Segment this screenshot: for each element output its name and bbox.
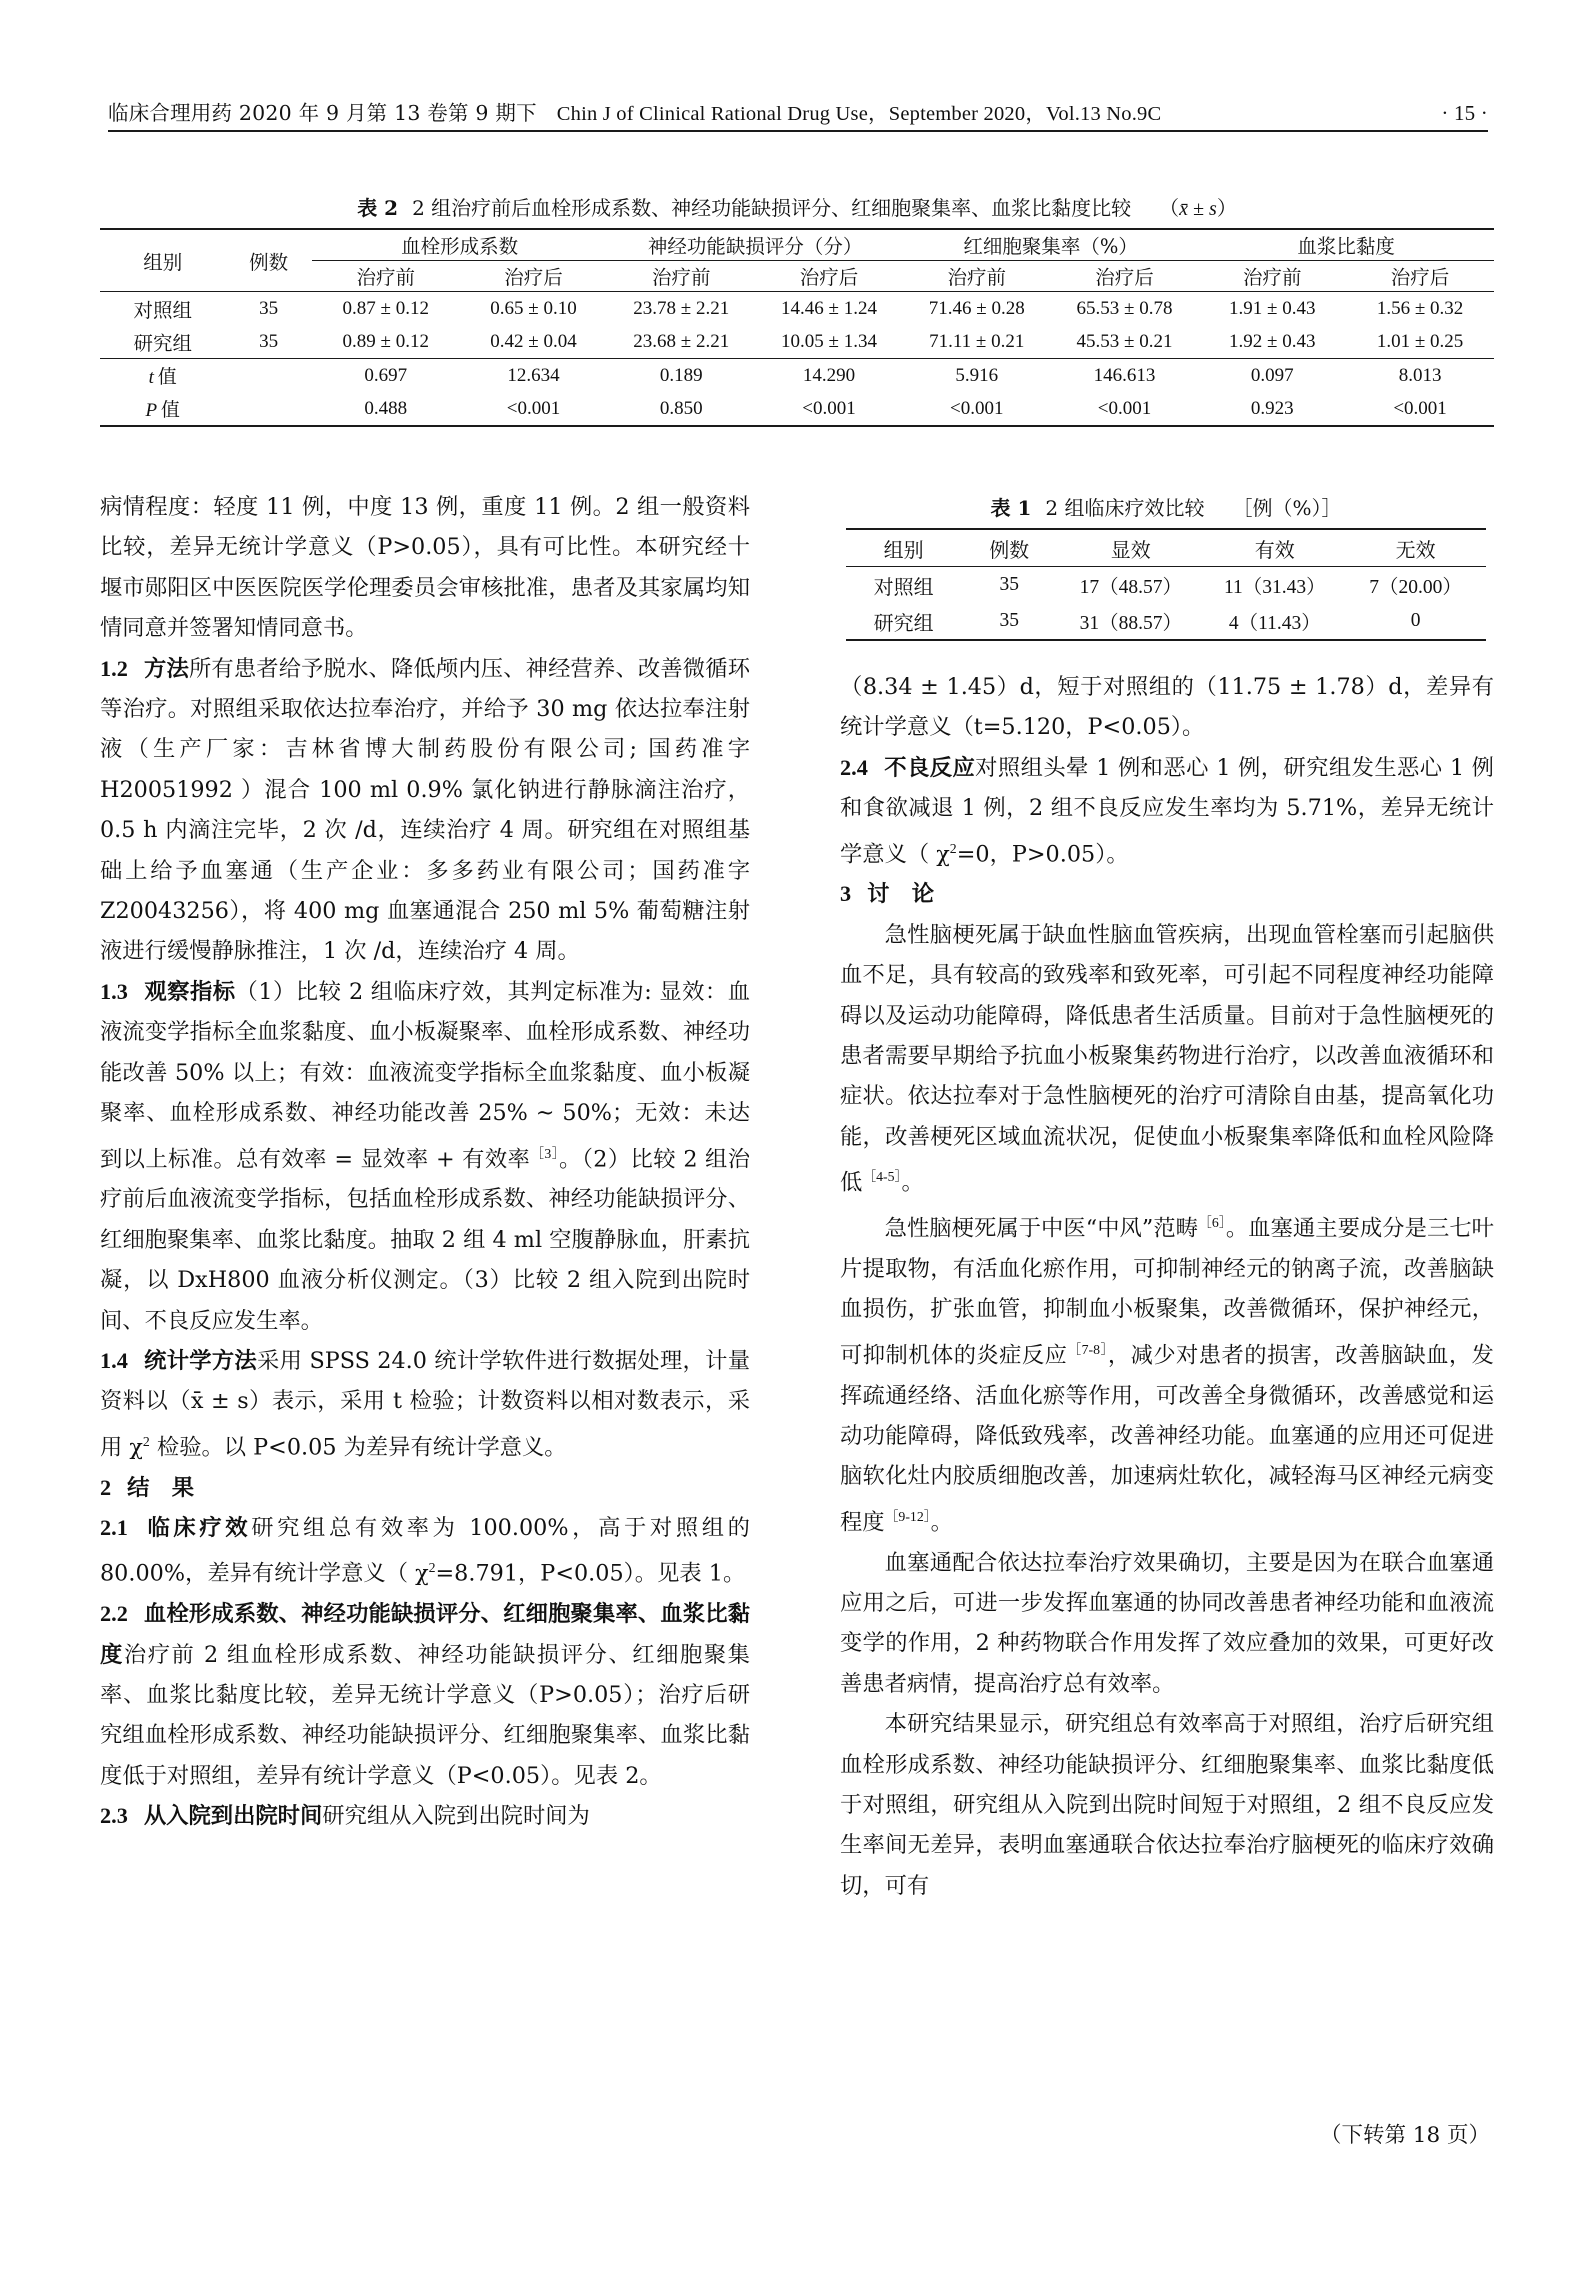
table2-sub-2-after: 治疗后 <box>799 266 859 289</box>
section-1-4 <box>100 1341 750 1468</box>
table2-row1-v5: 65.53 ± 0.78 <box>1076 297 1173 319</box>
section-1-4-number: 1.4 <box>100 1347 128 1373</box>
table1-caption-label: 表 1 <box>990 496 1032 520</box>
chi-square-exponent: 2 <box>949 840 957 856</box>
section-1-2-title: 方法 <box>143 655 189 682</box>
table2-row2-v6: 1.92 ± 0.43 <box>1229 330 1316 352</box>
section-1-3-body2: 。（2）比较 2 组治疗前后血液流变学指标，包括血栓形成系数、神经功能缺损评分、红细胞聚集率、血浆比黏度。抽取 2 组 4 ml 空腹静脉血，肝素抗凝，以 DxH800 血液分析仪测定。（3）比较 2 组入院到出院时间、不良反应发生率。 <box>100 1145 751 1334</box>
table2-sub-4-after: 治疗后 <box>1390 266 1450 289</box>
header-divider <box>108 130 1488 132</box>
table-row <box>846 603 1486 640</box>
table1-header-row <box>846 529 1486 567</box>
section-2-2 <box>100 1594 750 1796</box>
table2-group-3: 红细胞聚集率（%） <box>903 229 1199 261</box>
table2-group-1: 血栓形成系数 <box>312 229 608 261</box>
table2-col-n: 例数 <box>249 250 289 274</box>
table2-sub-1-before: 治疗前 <box>356 266 415 289</box>
table1-caption <box>846 492 1486 521</box>
table2-t-v4: 5.916 <box>955 364 999 386</box>
section-1-3-body: （1）比较 2 组临床疗效，其判定标准为: 显效：血液流变学指标全血浆黏度、血小板凝聚率、血栓形成系数、神经功能改善 50% 以上；有效：血液流变学指标全血浆黏度、血小板凝聚率、血栓形成系数、神经功能改善 25% ~ 50%；无效：未达到以上标准。总有效率 = 显效率 + 有效率 <box>100 978 750 1172</box>
table1-row1-label: 对照组 <box>873 574 934 599</box>
table2-t-v5: 146.613 <box>1093 364 1156 386</box>
section-1-3-title: 观察指标 <box>143 978 236 1005</box>
section-2-1-body-b: =8.791，P<0.05）。见表 1。 <box>435 1560 746 1587</box>
discussion-p2-a: 急性脑梗死属于中医“中风”范畴 <box>884 1215 1199 1242</box>
table2-col-group: 组别 <box>143 250 183 274</box>
table2-p-v6: 0.923 <box>1250 397 1294 419</box>
section-1-2-body: 所有患者给予脱水、降低颅内压、神经营养、改善微循环等治疗。对照组采取依达拉奉治疗，并给予 30 mg 依达拉奉注射液（生产厂家：吉林省博大制药股份有限公司; 国药准字 H20051992 ）混合 100 ml 0.9% 氯化钠进行静脉滴注治疗，0.5 h 内滴注完毕，2 次 /d，连续治疗 4 周。研究组在对照组基础上给予血塞通（生产企业：多多药业有限公司；国药准字 Z20043256），将 400 mg 血塞通混合 250 ml 5% 葡萄糖注射液进行缓慢静脉推注，1 次 /d，连续治疗 4 周。 <box>100 655 750 965</box>
table2-p-label: P 值 <box>145 399 180 421</box>
table2-caption-title: 2 组治疗前后血栓形成系数、神经功能缺损评分、红细胞聚集率、血浆比黏度比较 <box>412 196 1132 220</box>
chi-square-exponent: 2 <box>428 1560 436 1576</box>
section-2-2-title: 血栓形成系数、神经功能缺损评分、红细胞聚集率、血浆比黏度 <box>100 1601 750 1668</box>
table2-p-n <box>225 392 311 426</box>
section-2-2-body: 治疗前 2 组血栓形成系数、神经功能缺损评分、红细胞聚集率、血浆比黏度比较，差异无统计学意义（P>0.05）；治疗后研究组血栓形成系数、神经功能缺损评分、红细胞聚集率、血浆比黏度低于对照组，差异有统计学意义（P<0.05）。见表 2。 <box>100 1641 750 1789</box>
section-2-1-number: 2.1 <box>100 1515 128 1540</box>
table2-t-v1: 12.634 <box>507 364 560 386</box>
section-1-4-title: 统计学方法 <box>143 1347 257 1374</box>
table2-p-v2: 0.850 <box>659 397 703 419</box>
table2-sub-3-before: 治疗前 <box>947 266 1006 289</box>
discussion-p2-b: 。血塞通主要成分是三七叶片提取物，有活血化瘀作用，可抑制神经元的钠离子流，改善脑缺血损伤，扩张血管，抑制血小板聚集，改善微循环，保护神经元，可抑制机体的炎症反应 <box>840 1215 1494 1369</box>
journal-title-cn: 临床合理用药 2020 年 9 月第 13 卷第 9 期下 <box>108 101 537 125</box>
section-2-1 <box>100 1508 750 1594</box>
section-1-2 <box>100 649 750 972</box>
discussion-paragraph-4: 本研究结果显示，研究组总有效率高于对照组，治疗后研究组血栓形成系数、神经功能缺损评分、红细胞聚集率、血浆比黏度低于对照组，研究组从入院到出院时间短于对照组，2 组不良反应发生率间无差异，表明血塞通联合依达拉奉治疗脑梗死的临床疗效确切，可有 <box>840 1711 1494 1899</box>
table1-row2-n: 35 <box>999 610 1019 631</box>
table2-t-v6: 0.097 <box>1250 364 1294 386</box>
table2-t-row <box>100 359 1494 393</box>
table2-row1-label: 对照组 <box>133 298 192 322</box>
table2-row2-n: 35 <box>259 330 279 352</box>
chi-square-exponent: 2 <box>142 1433 150 1449</box>
table-row <box>100 325 1494 359</box>
heading-2-results <box>100 1468 750 1508</box>
table2-group-2: 神经功能缺损评分（分） <box>607 229 903 261</box>
heading-3-title: 讨 论 <box>867 881 935 908</box>
paragraph-general-data: 病情程度：轻度 11 例，中度 13 例，重度 11 例。2 组一般资料比较，差异无统计学意义（P>0.05），具有可比性。本研究经十堰市郧阳区中医医院医学伦理委员会审核批准，患者及其家属均知情同意并签署知情同意书。 <box>100 494 750 642</box>
table2-row2-v7: 1.01 ± 0.25 <box>1376 330 1464 352</box>
table2-header-group-row <box>100 229 1494 261</box>
table2-row2-v5: 45.53 ± 0.21 <box>1076 330 1173 352</box>
table1-row1-n: 35 <box>999 574 1019 595</box>
section-2-3-title: 从入院到出院时间 <box>143 1803 323 1830</box>
discussion-p2-c: ，减少对患者的损害，改善脑缺血，发挥疏通经络、活血化瘀等作用，可改善全身微循环，改善感觉和运动功能障碍，降低致残率，改善神经功能。血塞通的应用还可促进脑软化灶内胶质细胞改善，加速病灶软化，减轻海马区神经元病变程度 <box>840 1342 1494 1536</box>
table1-header-marked: 显效 <box>1110 537 1151 562</box>
paragraph-continuation: （8.34 ± 1.45）d，短于对照组的（11.75 ± 1.78）d，差异有统计学意义（t=5.120，P<0.05）。 <box>840 674 1494 741</box>
continued-note: （下转第 18 页） <box>1319 2123 1490 2148</box>
discussion-paragraph-2 <box>840 1203 1494 1543</box>
heading-3-number: 3 <box>840 881 852 907</box>
table1 <box>846 528 1486 641</box>
table2-p-v5: <0.001 <box>1097 397 1152 419</box>
table2-row1-v3: 14.46 ± 1.24 <box>781 297 877 319</box>
table1-caption-title: 2 组临床疗效比较 <box>1045 496 1205 520</box>
table2-p-v4: <0.001 <box>950 397 1004 419</box>
reference-7-8: ［7-8］ <box>1067 1341 1108 1357</box>
table2-p-v3: <0.001 <box>802 397 856 419</box>
table1-header-effective: 有效 <box>1254 537 1295 562</box>
table2-t-v0: 0.697 <box>364 364 408 386</box>
section-2-4-title: 不良反应 <box>883 754 976 781</box>
table2-row2-label: 研究组 <box>133 331 192 355</box>
left-column <box>100 487 750 1837</box>
section-1-2-number: 1.2 <box>100 655 128 681</box>
section-1-4-body-a: 采用 SPSS 24.0 统计学软件进行数据处理，计量资料以（x̄ ± s）表示，采用 t 检验；计数资料以相对数表示，采用 χ <box>100 1347 750 1461</box>
section-2-2-number: 2.2 <box>100 1601 128 1627</box>
discussion-paragraph-3: 血塞通配合依达拉奉治疗效果确切，主要是因为在联合血塞通应用之后，可进一步发挥血塞通的协同改善患者神经功能和血液流变学的作用，2 种药物联合作用发挥了效应叠加的效果，可更好改善患者病情，提高治疗总有效率。 <box>840 1549 1494 1697</box>
table1-row1-v1: 11（31.43） <box>1223 577 1326 598</box>
table1-header-group: 组别 <box>883 537 924 562</box>
table2-caption-label: 表 2 <box>357 196 399 220</box>
section-2-4-body-b: =0，P>0.05）。 <box>956 841 1129 868</box>
table2-row1-v4: 71.46 ± 0.28 <box>928 297 1025 319</box>
table-row <box>846 567 1486 604</box>
table2-row1-v1: 0.65 ± 0.10 <box>490 297 577 319</box>
table1-row2-label: 研究组 <box>873 610 934 635</box>
table2-group-4: 血浆比黏度 <box>1198 229 1494 261</box>
section-1-3 <box>100 972 750 1341</box>
table2-sub-3-after: 治疗后 <box>1095 266 1154 289</box>
section-2-3 <box>100 1796 750 1836</box>
table2-caption: 表 2 2 组治疗前后血栓形成系数、神经功能缺损评分、红细胞聚集率、血浆比黏度比较 （x̄ ± s） <box>357 196 1237 220</box>
table2-p-v7: <0.001 <box>1393 397 1447 419</box>
page-number: · 15 · <box>1441 101 1488 125</box>
reference-6: ［6］ <box>1198 1215 1226 1231</box>
table1-row1-v0: 17（48.57） <box>1079 577 1182 598</box>
heading-2-title: 结 果 <box>127 1474 195 1501</box>
table1-row2-v2: 0 <box>1410 610 1421 631</box>
table2-t-v2: 0.189 <box>659 364 703 386</box>
table1-row1-v2: 7（20.00） <box>1369 577 1462 598</box>
table1-header-ineffective: 无效 <box>1395 537 1436 562</box>
table2-sub-2-before: 治疗前 <box>651 266 711 289</box>
section-2-1-title: 临床疗效 <box>143 1515 252 1541</box>
discussion-p2-d: 。 <box>930 1509 953 1536</box>
section-2-4-number: 2.4 <box>840 754 868 780</box>
table2-t-v3: 14.290 <box>802 364 856 386</box>
table2-t-label: t 值 <box>148 366 177 388</box>
table1-container <box>846 492 1486 641</box>
table-row <box>100 292 1494 326</box>
reference-3: ［3］ <box>530 1145 560 1161</box>
table2-row1-v2: 23.78 ± 2.21 <box>633 297 730 319</box>
section-2-4 <box>840 748 1494 875</box>
table2-t-n <box>225 359 311 393</box>
table2-sub-4-before: 治疗前 <box>1242 266 1302 289</box>
journal-title-en: Chin J of Clinical Rational Drug Use，September 2020，Vol.13 No.9C <box>556 103 1162 125</box>
section-1-4-body-b: 检验。以 P<0.05 为差异有统计学意义。 <box>149 1434 567 1461</box>
reference-9-12: ［9-12］ <box>884 1508 931 1524</box>
table2-row2-v4: 71.11 ± 0.21 <box>929 330 1025 352</box>
table2-row1-v0: 0.87 ± 0.12 <box>342 297 429 319</box>
table2-t-v7: 8.013 <box>1398 364 1442 386</box>
heading-2-number: 2 <box>100 1474 112 1500</box>
table1-caption-unit: ［例（%）］ <box>1232 496 1342 520</box>
discussion-p1-a: 急性脑梗死属于缺血性脑血管疾病，出现血管栓塞而引起脑供血不足，具有较高的致残率和致死率，可引起不同程度神经功能障碍以及运动功能障碍，降低患者生活质量。目前对于急性脑梗死的患者需要早期给予抗血小板聚集药物进行治疗，以改善血液循环和症状。依达拉奉对于急性脑梗死的治疗可清除自由基，提高氧化功能，改善梗死区域血流状况，促使血小板聚集率降低和血栓风险降低 <box>840 921 1494 1196</box>
section-2-4-body-a: 对照组头晕 1 例和恶心 1 例，研究组发生恶心 1 例和食欲减退 1 例，2 组不良反应发生率均为 5.71%，差异无统计学意义（ χ <box>840 754 1494 868</box>
heading-3-discussion <box>840 874 1494 914</box>
section-2-3-body: 研究组从入院到出院时间为 <box>322 1803 590 1830</box>
table2-row2-v2: 23.68 ± 2.21 <box>633 330 730 352</box>
table1-header-n: 例数 <box>989 537 1030 562</box>
table2-p-v1: <0.001 <box>506 397 561 419</box>
table1-row2-v1: 4（11.43） <box>1228 613 1321 634</box>
table1-row2-v0: 31（88.57） <box>1079 613 1182 634</box>
table2-row2-v0: 0.89 ± 0.12 <box>342 330 429 352</box>
table2-sub-1-after: 治疗后 <box>504 266 563 289</box>
running-head <box>108 96 1488 130</box>
discussion-p1-b: 。 <box>901 1169 924 1196</box>
table2 <box>100 228 1494 427</box>
reference-4-5: ［4-5］ <box>862 1169 902 1185</box>
table2-row1-n: 35 <box>259 297 279 319</box>
table2-row2-v3: 10.05 ± 1.34 <box>781 330 877 352</box>
table2-row1-v6: 1.91 ± 0.43 <box>1229 297 1316 319</box>
section-2-1-body-a: 研究组总有效率为 100.00%，高于对照组的 80.00%，差异有统计学意义（ χ <box>100 1515 750 1587</box>
section-2-3-number: 2.3 <box>100 1803 128 1829</box>
table2-caption-stat: x̄ ± s <box>1179 198 1217 220</box>
running-head-left <box>108 96 1161 126</box>
table2-p-v0: 0.488 <box>364 397 408 419</box>
table2-container <box>100 192 1494 427</box>
discussion-paragraph-1 <box>840 915 1494 1203</box>
table2-p-row <box>100 392 1494 426</box>
table2-row2-v1: 0.42 ± 0.04 <box>490 330 577 352</box>
section-1-3-number: 1.3 <box>100 978 128 1004</box>
right-column <box>840 667 1494 1906</box>
table2-row1-v7: 1.56 ± 0.32 <box>1376 297 1464 319</box>
